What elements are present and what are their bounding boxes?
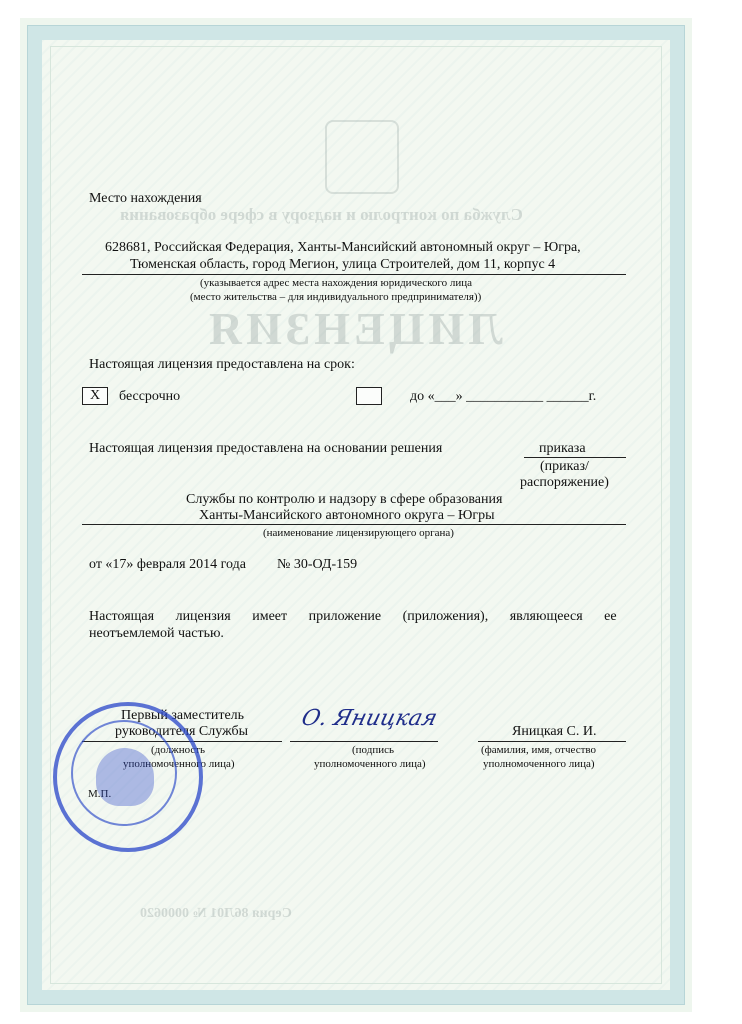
authority-underline <box>82 524 626 525</box>
unlimited-checkbox: Х <box>82 387 108 405</box>
official-name: Яницкая С. И. <box>512 724 597 739</box>
reverse-side-shadow-3: Серия 86Л01 № 0000620 <box>140 906 292 921</box>
basis-note-2: распоряжение) <box>520 475 609 490</box>
signature-underline <box>290 741 438 742</box>
address-note-1: (указывается адрес места нахождения юридического лица <box>200 277 473 289</box>
signature-note-2: уполномоченного лица) <box>314 758 426 770</box>
basis-label: Настоящая лицензия предоставлена на основании решения <box>89 441 443 456</box>
decision-date: от «17» февраля 2014 года <box>89 557 246 572</box>
name-underline <box>478 741 626 742</box>
name-note-1: (фамилия, имя, отчество <box>481 744 597 756</box>
reverse-side-shadow-1: Служба по контролю и надзору в сфере образования <box>120 205 523 224</box>
address-note-2: (место жительства – для индивидуального предпринимателя)) <box>190 291 482 303</box>
location-label: Место нахождения <box>89 191 202 206</box>
reverse-side-shadow-2: ЛИЦЕНЗИЯ <box>205 303 503 354</box>
basis-value: приказа <box>539 441 586 456</box>
name-note-2: уполномоченного лица) <box>483 758 595 770</box>
authority-note: (наименование лицензирующего органа) <box>263 527 454 539</box>
position-note-2: уполномоченного лица) <box>123 758 235 770</box>
reverse-side-emblem <box>325 120 399 194</box>
until-date-field: до «___» ___________ ______г. <box>410 389 597 404</box>
signature-text: О. Яницкая <box>298 706 440 731</box>
decision-number: № 30-ОД-159 <box>277 557 358 572</box>
appendix-line-1: Настоящая лицензия имеет приложение (приложения), являющееся ее <box>89 609 617 624</box>
coat-of-arms-icon <box>96 748 154 806</box>
appendix-line-2: неотъемлемой частью. <box>89 626 224 641</box>
until-checkbox <box>356 387 382 405</box>
signature <box>299 706 440 731</box>
position-note-1: (должность <box>151 744 206 756</box>
unlimited-label: бессрочно <box>119 389 181 404</box>
address-line-1: 628681, Российская Федерация, Ханты-Мансийский автономный округ – Югра, <box>105 240 581 255</box>
signature-note-1: (подпись <box>352 744 395 756</box>
address-line-2: Тюменская область, город Мегион, улица Строителей, дом 11, корпус 4 <box>130 257 556 272</box>
address-underline <box>82 274 626 275</box>
authority-line-1: Службы по контролю и надзору в сфере образования <box>186 492 503 507</box>
position-line-1: Первый заместитель <box>121 708 245 723</box>
seal-label: М.П. <box>88 788 112 800</box>
basis-note-1: (приказ/ <box>540 459 589 474</box>
term-label: Настоящая лицензия предоставлена на срок: <box>89 357 355 372</box>
basis-underline <box>524 457 626 458</box>
position-line-2: руководителя Службы <box>115 724 249 739</box>
authority-line-2: Ханты-Мансийского автономного округа – Югры <box>199 508 495 523</box>
